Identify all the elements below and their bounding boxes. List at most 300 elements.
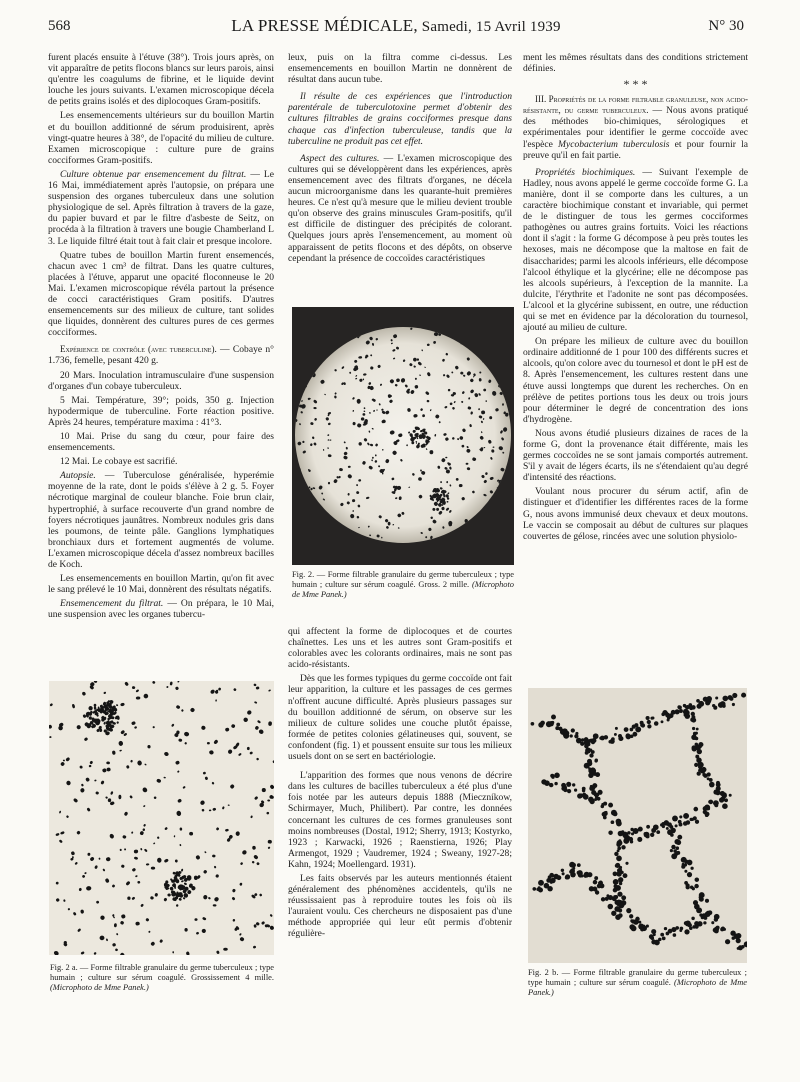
granule (298, 367, 300, 369)
granule (614, 852, 618, 856)
figure-2a-caption (50, 963, 274, 993)
granule (625, 862, 628, 865)
granule (637, 837, 642, 842)
granule (656, 830, 660, 834)
granule (314, 528, 318, 533)
granule (580, 742, 584, 746)
granule (314, 561, 319, 565)
granule (687, 872, 692, 877)
granule (398, 314, 402, 317)
granule (327, 553, 329, 555)
granule (510, 471, 513, 474)
granule (305, 307, 307, 309)
granule (549, 873, 554, 878)
granule (590, 785, 593, 788)
granule (306, 322, 308, 324)
paragraph (523, 167, 748, 333)
granule (370, 307, 374, 311)
granule (459, 334, 461, 336)
granule (692, 727, 695, 730)
granule (649, 934, 654, 939)
granule (330, 343, 334, 346)
granule (498, 562, 500, 564)
granule (578, 873, 583, 878)
granule (341, 316, 344, 318)
granule (616, 871, 621, 876)
granule (662, 937, 666, 941)
granule (432, 307, 435, 309)
granule (623, 834, 627, 838)
caption-text: Fig. 2. — Forme filtrable granulaire du germe tuberculeux ; type humain ; culture sur sérum coagulé. Gross. 2 mille. (292, 570, 514, 589)
granule (482, 523, 484, 525)
granule (618, 908, 622, 912)
granule (732, 703, 735, 706)
granule (551, 776, 554, 779)
paragraph: Les ensemencements en bouillon Martin, qu'on fit avec le sang prélevé le 10 Mai, donnèrent des résultats négatifs. (48, 573, 274, 596)
granule (466, 537, 472, 543)
granule (737, 947, 740, 950)
granule (556, 875, 561, 880)
granule (613, 812, 618, 817)
granule (549, 783, 553, 787)
granule (546, 721, 552, 727)
granule (301, 377, 304, 380)
granule (635, 726, 641, 732)
granule (714, 914, 720, 920)
granule (591, 798, 595, 802)
granule (699, 896, 702, 899)
granule (715, 790, 720, 795)
granule (577, 863, 581, 867)
caption-credit: (Microphoto de Mme Panek.) (50, 983, 149, 992)
granule (506, 365, 508, 367)
granule (387, 543, 390, 546)
granule (677, 705, 681, 709)
granule (574, 734, 578, 738)
granule (626, 733, 631, 738)
granule (509, 374, 511, 376)
granule (687, 860, 693, 866)
granule (497, 316, 502, 321)
granule (707, 772, 711, 776)
granule (708, 800, 713, 805)
caption-credit: (Microphoto de Mme Panek.) (292, 580, 514, 599)
granule (301, 555, 306, 560)
granule (677, 835, 682, 840)
granule (617, 892, 622, 897)
granule (426, 320, 429, 323)
granule (374, 555, 376, 558)
granule (508, 373, 511, 376)
granule (292, 419, 295, 423)
granule (311, 563, 313, 565)
granule (294, 545, 300, 551)
granule (336, 531, 340, 535)
granule (644, 832, 648, 836)
granule (307, 357, 310, 360)
granule (297, 321, 300, 324)
granule (403, 317, 406, 319)
granule (679, 823, 683, 827)
granule (342, 307, 345, 310)
granule (596, 793, 600, 797)
granule (477, 515, 480, 518)
granule (338, 527, 343, 531)
granule (561, 869, 564, 872)
granule (354, 543, 357, 546)
granule (661, 720, 664, 723)
granule (310, 549, 314, 553)
granule (495, 527, 498, 530)
granule (357, 552, 362, 557)
granule (449, 548, 452, 551)
granule (326, 334, 329, 337)
granule (705, 899, 709, 903)
granule (438, 323, 440, 325)
granule (661, 822, 665, 826)
granule (538, 888, 543, 893)
granule (604, 735, 608, 739)
granule (489, 545, 493, 548)
granule (414, 314, 417, 317)
granule (325, 552, 327, 554)
granule (551, 721, 554, 724)
granule (493, 531, 498, 536)
granule (562, 872, 565, 875)
granule (448, 541, 450, 544)
granule (305, 343, 310, 348)
granule (608, 803, 613, 808)
granule (597, 797, 601, 801)
granule (679, 709, 683, 713)
granule (686, 885, 690, 889)
column-2 (288, 52, 512, 267)
species-name: Mycobacterium tuberculosis (558, 138, 670, 150)
paragraph-text: — L'examen microscopique des cultures qui se développèrent dans les expériences, après ensemencement avec des filtrats d'organes, ne décela aucun microorganisme dans les quarante-huit premières heures. Ce n'est qu'à mesure que le milieu devient trouble qu'on observe des grains minuscules Gram-positifs, qu'il est difficile de distinguer des précipités de colorant. Quelques jours après l'ensemencement, au moment où apparaissent de petits flocons et des dépôts, on observe cependant la présence de coccoïdes caractéristiques (288, 152, 512, 264)
granule (565, 874, 570, 879)
granule (716, 782, 721, 787)
granule (714, 803, 718, 807)
granule (618, 902, 624, 908)
caption-text: Fig. 2 b. — Forme filtrable granulaire du germe tuberculeux ; type humain ; culture sur sérum coagulé. (528, 968, 747, 987)
granule (505, 511, 508, 514)
granule (572, 783, 575, 786)
granule (589, 753, 593, 757)
granule (711, 921, 714, 924)
granule (704, 805, 710, 811)
granule (313, 543, 315, 545)
granule (566, 782, 571, 787)
section-title: Ensemencement du filtrat. (60, 598, 164, 610)
granule (627, 831, 631, 835)
granule (506, 364, 510, 368)
micrograph-image (528, 688, 747, 963)
granule (601, 803, 604, 806)
section-title: Culture obtenue par ensemencement du filtrat. (60, 168, 247, 180)
granule (490, 349, 493, 352)
granule (332, 521, 336, 525)
granule (616, 856, 622, 862)
granule (629, 837, 633, 841)
granule (335, 330, 338, 333)
granule (621, 845, 625, 849)
granule (433, 559, 437, 563)
paragraph: L'apparition des formes que nous venons de décrire dans les cultures de bacilles tuberculeux a été plus d'une fois notée par les auteurs depuis 1888 (Mieczníkow, Schirmayer, Much, Philibert). Par contre, les données concernant les cultures de ces formes granuleuses sont moins nombreuses (Dostal, 1912; Sherry, 1913; Kostyrko, 1923 ; Karwacki, 1926 ; Raenstierna, 1926; Play Armengot, 1929 ; Vaudremer, 1924 ; Sweany, 1927-28; Kahn, 1924; Moellengard. 1931). (288, 770, 512, 870)
granule (587, 872, 592, 877)
granule (292, 433, 295, 438)
granule (351, 548, 354, 551)
granule (683, 704, 686, 707)
granule (631, 926, 637, 932)
granule (333, 550, 335, 553)
granule (555, 726, 559, 730)
granule (313, 327, 316, 329)
paragraph (48, 598, 274, 620)
granule (683, 821, 687, 825)
granule (588, 773, 593, 778)
granule (503, 533, 506, 535)
granule (301, 543, 306, 547)
granule (480, 556, 483, 559)
granule (684, 921, 688, 925)
granule (513, 510, 514, 512)
granule (563, 788, 567, 792)
granule (728, 695, 733, 700)
granule (303, 498, 306, 501)
granule (571, 728, 575, 732)
granule (379, 324, 383, 327)
granule (292, 504, 296, 508)
granule (574, 789, 577, 792)
paragraph: ment les mêmes résultats dans des conditions strictement définies. (523, 52, 748, 75)
section-title: Autopsie. (60, 470, 96, 482)
paragraph (48, 169, 274, 247)
granule (653, 824, 659, 830)
granule (697, 910, 700, 913)
granule (587, 761, 592, 766)
granule (497, 552, 500, 555)
granule (450, 317, 452, 319)
granule (531, 722, 535, 726)
page-header (48, 16, 744, 38)
granule (551, 715, 556, 720)
granule (463, 531, 466, 534)
granule (601, 897, 605, 901)
granule (402, 543, 404, 545)
granule (480, 325, 483, 329)
granule (408, 318, 410, 320)
granule (502, 325, 505, 329)
granule (692, 887, 695, 890)
granule (691, 735, 696, 740)
granule (736, 933, 742, 939)
granule (448, 546, 453, 551)
granule (621, 895, 626, 900)
granule (343, 327, 345, 330)
granule (467, 542, 472, 547)
granule (384, 315, 386, 317)
granule (673, 933, 677, 937)
granule (495, 533, 499, 537)
granule (706, 696, 712, 702)
granule (292, 436, 295, 439)
granule (618, 877, 623, 882)
granule (624, 727, 629, 732)
granule (315, 522, 321, 527)
granule (629, 914, 633, 918)
micrograph-image (292, 307, 514, 565)
granule (591, 750, 595, 754)
granule (505, 328, 509, 332)
granule (617, 849, 620, 852)
granule (641, 723, 645, 727)
granule (294, 311, 298, 316)
granule (722, 794, 727, 799)
granule (707, 777, 710, 780)
paragraph-text: — Tuberculose généralisée, hyperémie moyenne de la rate, dont le poids s'élève à 2 g. 5. Foyer nécrotique marginal de couleur blanche. Foie brun clair, hypertrophié, à surface recouverte d'un grand nombre de foyers nécrotiques jaunâtres. Nombreux nodules gris dans les poumons, de teinte pâle. Ganglions lymphatiques bronchiaux durs et fortement augmentés de volume. L'examen microscopique décela d'assez nombreux bacilles de Koch. (48, 470, 274, 571)
granule (630, 828, 633, 831)
granule (674, 709, 679, 714)
granule (496, 324, 499, 328)
granule (298, 500, 302, 504)
paragraph-text: et pour fournir la preuve qu'il en fait partie. (523, 138, 748, 161)
granule (352, 329, 356, 334)
granule (619, 882, 622, 885)
granule (670, 833, 674, 837)
granule (642, 925, 645, 928)
granule (413, 310, 416, 313)
granule (368, 562, 372, 565)
granule (691, 818, 694, 821)
granule (207, 742, 210, 744)
granule (675, 926, 679, 930)
granule (554, 773, 560, 779)
paragraph: 12 Mai. Le cobaye est sacrifié. (60, 456, 178, 468)
granule (613, 879, 619, 885)
granule (309, 364, 313, 368)
granule (570, 868, 575, 873)
granule (626, 908, 631, 913)
granule (489, 416, 492, 419)
granule (698, 701, 704, 707)
figure-2b-micrograph (528, 688, 747, 963)
granule (151, 867, 155, 870)
granule (299, 335, 302, 338)
granule (364, 326, 366, 328)
granule (705, 812, 710, 817)
granule (646, 925, 649, 928)
granule (479, 521, 484, 526)
granule (382, 559, 387, 564)
granule (595, 759, 598, 762)
granule (367, 562, 370, 565)
section-title: III. Propriétés de la forme filtrable granuleuse, non acido-résistante, du germe tuberculeux. (523, 94, 748, 116)
granule (485, 347, 488, 350)
caption-credit: (Microphoto de Mme Panek.) (528, 978, 748, 997)
granule (720, 701, 726, 707)
figure-2b-caption (528, 968, 747, 998)
granule (679, 815, 682, 818)
granule (432, 316, 437, 321)
granule (58, 726, 63, 731)
granule (507, 397, 511, 400)
granule (435, 545, 440, 550)
granule (608, 830, 612, 834)
page-number: 568 (48, 18, 71, 34)
granule (723, 928, 726, 931)
paragraph: furent placés ensuite à l'étuve (38°). Trois jours après, on vit apparaître de petits flocons blancs sur leurs parois, ainsi qu'entre les coagulums de fibrine, et le liquide devint louche les jours suivants. L'examen microscopique décela de petits grains isolés et des diplocoques Gram-positifs. (48, 52, 274, 108)
paragraph-text: — Suivant l'exemple de Hadley, nous avons appelé le germe coccoïde forme G. La manière, dont il se comporte dans les cultures, a un caractère biochimique constant et invariable, qui permet de le distinguer de tous les germes cocciformes pathogènes ou autres grains fortuits. Voici les réactions dont il s'agit : la forme G décompose à peu près toutes les hexoses, mais ne décompose que la maltose en fait de disaccharides; parmi les alcools inférieurs, elle décompose l'alcool éthylique et la glycérine; elle ne décompose pas les alcools supérieurs, à l'exception de la mannite. La dulcite, l'érythrite et l'adonite ne sont pas décomposées. L'alcool et la glycérine subissent, en outre, une réduction qui se met en évidence par la décoloration du tournesol, ajouté au milieu de culture. (523, 166, 748, 334)
granule (378, 307, 382, 310)
paragraph: leux, puis on la filtra comme ci-dessus. Les ensemencements en bouillon Martin ne donnèrent de résultat dans aucun tube. (288, 52, 512, 86)
granule (491, 549, 494, 552)
granule (493, 360, 498, 365)
paragraph: Les faits observés par les auteurs mentionnés étaient généralement des phénomènes accidentels, qu'ils ne réussissaient pas à reproduire toutes les fois où ils l'auraient voulu. Ces chercheurs ne disposaient pas d'une méthode appropriée qui leur eût permis d'obtenir régulière- (288, 872, 512, 940)
paragraph: 10 Mai. Prise du sang du cœur, pour faire des ensemencements. (48, 431, 274, 454)
granule (651, 940, 656, 945)
granule (617, 823, 620, 826)
granule (388, 522, 391, 526)
granule (741, 693, 746, 698)
granule (662, 710, 667, 715)
granule (620, 831, 624, 835)
granule (690, 867, 693, 870)
granule (567, 789, 571, 793)
granule (615, 864, 619, 868)
granule (422, 552, 427, 557)
paragraph: Dès que les formes typiques du germe coccoïde ont fait leur apparition, la culture et les passages de ces germes n'offrent aucune difficulté. Après plusieurs passages sur du bouillon additionné de sérum, on observe sur les milieux de culture solides une couche plutôt épaisse, formée de petites colonies gélatineuses qui, souvent, se confondent (fig. 1) et poussent ensuite sur tous les milieux usuels dont on se sert en bactériologie. (288, 673, 512, 763)
granule (223, 948, 228, 951)
granule (646, 716, 650, 720)
granule (725, 939, 730, 944)
granule (681, 865, 685, 869)
section-title: Propriétés biochimiques. (535, 166, 636, 178)
granule (713, 706, 717, 710)
granule (298, 307, 302, 310)
granule (94, 704, 97, 707)
field-background (49, 681, 274, 955)
paragraph (48, 470, 274, 570)
granule (658, 938, 662, 942)
granule (485, 360, 488, 363)
granule (540, 721, 545, 726)
granule (618, 734, 622, 738)
granule (674, 852, 678, 856)
granule (602, 812, 607, 817)
granule (476, 341, 478, 344)
granule (308, 499, 311, 502)
granule (722, 803, 728, 809)
journal-title (48, 16, 744, 36)
granule (700, 768, 706, 774)
granule (633, 732, 638, 737)
granule (691, 917, 694, 920)
granule (304, 341, 308, 345)
granule (507, 385, 510, 388)
granule (419, 320, 425, 326)
granule (684, 870, 687, 873)
granule (510, 520, 514, 525)
granule (613, 888, 618, 893)
granule (697, 771, 701, 775)
granule (538, 880, 544, 886)
granule (651, 929, 656, 934)
figure-2-micrograph (292, 307, 514, 565)
granule (694, 924, 698, 928)
granule (611, 820, 615, 824)
granule (724, 798, 728, 802)
section-title: Expérience de contrôle (avec tuberculine). (60, 344, 217, 355)
